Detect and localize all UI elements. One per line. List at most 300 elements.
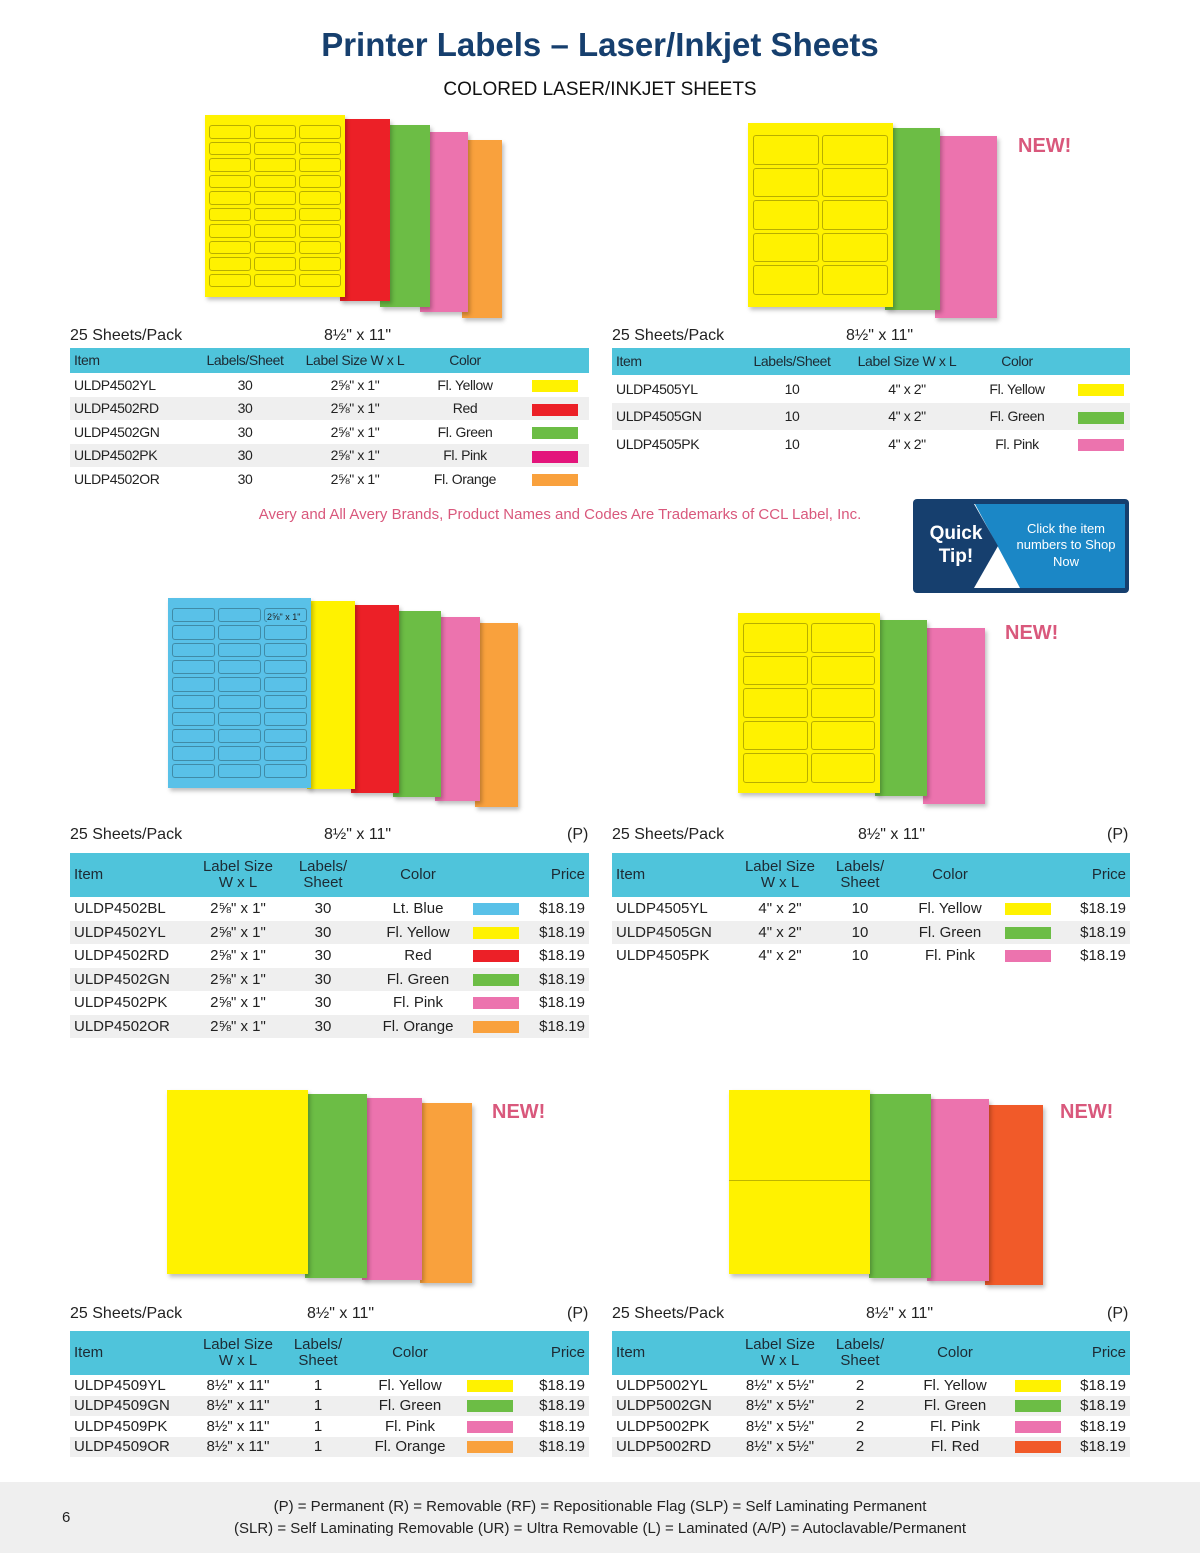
label-cell xyxy=(299,274,341,288)
label-cell xyxy=(172,764,215,778)
item-number-link[interactable]: ULDP4502PK xyxy=(70,444,190,468)
label-cell xyxy=(254,241,296,255)
color-swatch-cell xyxy=(468,921,524,945)
product-table-s5 xyxy=(70,1331,589,1457)
label-cell xyxy=(209,175,251,189)
label-cell xyxy=(209,224,251,238)
price-cell: $18.19 xyxy=(1080,1417,1126,1435)
table-cell: 1 xyxy=(313,1376,323,1394)
label-cell xyxy=(209,125,251,139)
table-cell: Fl. Yellow xyxy=(368,921,468,945)
table-cell: 30 xyxy=(314,900,332,918)
column-header: Color xyxy=(900,1331,1010,1375)
table-cell: 8½" x 11" xyxy=(198,1437,278,1458)
item-number-link[interactable]: ULDP4505YL xyxy=(616,900,708,918)
table-cell: Fl. Pink xyxy=(384,1417,435,1435)
table-cell: 10 xyxy=(784,380,800,397)
price-cell: $18.19 xyxy=(1066,1437,1130,1458)
label-cell xyxy=(753,168,819,198)
sheet-size-label: 2⅝" x 1" xyxy=(267,612,301,622)
color-swatch xyxy=(1078,439,1124,451)
product-image-4505-top xyxy=(745,118,1005,323)
color-swatch xyxy=(532,474,578,486)
label-grid xyxy=(743,623,875,783)
table-cell: 30 xyxy=(237,376,253,393)
price-cell: $18.19 xyxy=(539,1417,585,1435)
product-image-4502 xyxy=(200,112,510,327)
color-swatch xyxy=(473,950,519,962)
shop-now-text: Click the item numbers to Shop Now xyxy=(1016,521,1116,569)
column-header: Item xyxy=(612,348,732,375)
label-cell xyxy=(218,712,261,726)
table-cell: Fl. Pink xyxy=(924,947,975,965)
column-header: Color xyxy=(368,853,468,897)
price-cell: $18.19 xyxy=(524,1015,589,1039)
table-row xyxy=(70,968,589,992)
table-cell: 4" x 2" xyxy=(758,947,802,965)
table-row xyxy=(70,397,589,421)
table-cell: 2⅝" x 1" xyxy=(300,397,410,421)
pack-size-s3: 25 Sheets/Pack xyxy=(70,826,183,843)
label-cell xyxy=(218,677,261,691)
color-swatch-cell xyxy=(1072,430,1130,458)
table-cell: 30 xyxy=(237,470,253,487)
sheet-size-s6: 8½" x 11" xyxy=(866,1305,934,1322)
label-cell xyxy=(753,135,819,165)
pack-size-s4: 25 Sheets/Pack xyxy=(612,826,725,843)
column-header: Label Size W x L xyxy=(300,348,410,373)
adhesive-code-s5: (P) xyxy=(567,1305,589,1322)
sheet-size-s1: 8½" x 11" xyxy=(324,327,392,344)
table-row xyxy=(70,921,589,945)
table-header-row xyxy=(70,1331,589,1375)
item-number-link[interactable]: ULDP4509PK xyxy=(74,1417,168,1435)
footer-bar xyxy=(0,1482,1200,1553)
color-swatch-cell xyxy=(520,420,589,444)
column-header: Label Size W x L xyxy=(852,348,962,375)
new-badge-s6: NEW! xyxy=(1060,1101,1114,1123)
column-header: Color xyxy=(900,853,1000,897)
label-cell xyxy=(254,257,296,271)
color-swatch-cell xyxy=(1072,375,1130,403)
label-cell xyxy=(299,208,341,222)
label-cell xyxy=(264,746,307,760)
table-row xyxy=(612,921,1130,945)
label-cell xyxy=(811,721,876,751)
label-cell xyxy=(264,764,307,778)
label-cell xyxy=(822,265,888,295)
table-cell: Fl. Pink xyxy=(410,444,520,468)
table-row xyxy=(70,1015,589,1039)
label-grid xyxy=(209,125,341,287)
table-cell: Fl. Green xyxy=(368,968,468,992)
table-row xyxy=(70,420,589,444)
table-cell: Fl. Yellow xyxy=(923,1376,987,1394)
label-cell xyxy=(254,175,296,189)
sheet-size-s4: 8½" x 11" xyxy=(858,826,926,843)
table-row xyxy=(612,375,1130,403)
column-header: Color xyxy=(962,348,1072,375)
color-swatch-cell xyxy=(462,1437,518,1458)
label-cell xyxy=(811,688,876,718)
label-cell xyxy=(743,688,808,718)
table-cell: 8½" x 11" xyxy=(198,1396,278,1417)
price-cell: $18.19 xyxy=(1066,1396,1130,1417)
table-header-row xyxy=(612,853,1130,897)
item-number-link[interactable]: ULDP4505GN xyxy=(612,921,740,945)
label-cell xyxy=(218,660,261,674)
item-number-link[interactable]: ULDP5002GN xyxy=(612,1396,740,1417)
table-cell: 1 xyxy=(313,1417,323,1435)
table-header-row xyxy=(70,853,589,897)
product-table-s6 xyxy=(612,1331,1130,1457)
product-table-s2 xyxy=(612,348,1130,458)
label-cell xyxy=(172,625,215,639)
table-cell: 30 xyxy=(237,423,253,440)
quick-tip-banner[interactable] xyxy=(913,499,1129,593)
color-swatch-cell xyxy=(1000,897,1056,921)
color-swatch xyxy=(1015,1421,1061,1433)
label-cell xyxy=(254,158,296,172)
price-cell: $18.19 xyxy=(1080,900,1126,918)
column-header: Label Size W x L xyxy=(740,853,820,897)
color-swatch xyxy=(1015,1380,1061,1392)
price-cell: $18.19 xyxy=(518,1437,589,1458)
label-grid xyxy=(753,135,888,295)
label-cell xyxy=(254,191,296,205)
price-cell: $18.19 xyxy=(524,968,589,992)
label-cell xyxy=(254,224,296,238)
label-cell xyxy=(264,712,307,726)
table-cell: 2⅝" x 1" xyxy=(198,968,278,992)
table-row xyxy=(612,944,1130,968)
table-row xyxy=(70,467,589,491)
price-cell: $18.19 xyxy=(539,1376,585,1394)
label-cell xyxy=(172,660,215,674)
item-number-link[interactable]: ULDP4509OR xyxy=(70,1437,198,1458)
item-number-link[interactable]: ULDP4509YL xyxy=(74,1376,166,1394)
column-header: Color xyxy=(358,1331,462,1375)
color-swatch xyxy=(467,1441,513,1453)
sheet-size-s5: 8½" x 11" xyxy=(307,1305,375,1322)
label-cell xyxy=(264,695,307,709)
item-number-link[interactable]: ULDP4505YL xyxy=(616,380,698,397)
color-swatch xyxy=(532,380,578,392)
label-grid xyxy=(172,608,307,778)
column-header: Price xyxy=(518,1331,589,1375)
column-header: Labels/Sheet xyxy=(190,348,300,373)
table-cell: 8½" x 5½" xyxy=(740,1437,820,1458)
table-row xyxy=(70,444,589,468)
page-subtitle: COLORED LASER/INKJET SHEETS xyxy=(443,79,757,100)
color-swatch-cell xyxy=(468,897,524,921)
product-image-5002 xyxy=(727,1088,1047,1288)
column-header: Item xyxy=(70,348,190,373)
label-cell xyxy=(299,175,341,189)
item-number-link[interactable]: ULDP5002RD xyxy=(612,1437,740,1458)
table-cell: 10 xyxy=(732,403,852,431)
price-cell: $18.19 xyxy=(1056,921,1130,945)
label-cell xyxy=(753,233,819,263)
column-header: Price xyxy=(1056,853,1130,897)
adhesive-code-s4: (P) xyxy=(1107,826,1129,843)
table-cell: 10 xyxy=(851,900,869,918)
color-swatch-cell xyxy=(1010,1375,1066,1396)
label-cell xyxy=(743,753,808,783)
price-cell: $18.19 xyxy=(1080,1376,1126,1394)
item-number-link[interactable]: ULDP4502BL xyxy=(74,900,166,918)
column-header: Price xyxy=(1066,1331,1130,1375)
table-cell: Fl. Pink xyxy=(995,435,1039,452)
label-cell xyxy=(299,257,341,271)
color-swatch xyxy=(473,1021,519,1033)
label-cell xyxy=(264,660,307,674)
product-image-4505 xyxy=(735,610,995,810)
table-cell: 4" x 2" xyxy=(888,380,926,397)
label-cell xyxy=(743,721,808,751)
item-number-link[interactable]: ULDP4502PK xyxy=(74,994,168,1012)
table-cell: Fl. Orange xyxy=(358,1437,462,1458)
new-badge-s2: NEW! xyxy=(1018,135,1072,157)
item-number-link[interactable]: ULDP4502OR xyxy=(70,1015,198,1039)
price-cell: $18.19 xyxy=(518,1396,589,1417)
label-cell xyxy=(264,729,307,743)
table-cell: 2 xyxy=(855,1417,865,1435)
table-cell: 30 xyxy=(278,968,368,992)
color-swatch-cell xyxy=(468,944,524,968)
label-cell xyxy=(218,746,261,760)
table-row xyxy=(612,1396,1130,1417)
color-swatch xyxy=(467,1380,513,1392)
column-header: Item xyxy=(70,853,198,897)
color-swatch xyxy=(1015,1400,1061,1412)
item-number-link[interactable]: ULDP4502YL xyxy=(74,376,156,393)
table-cell: Fl. Orange xyxy=(368,1015,468,1039)
color-swatch xyxy=(473,997,519,1009)
pack-size-s2: 25 Sheets/Pack xyxy=(612,327,725,344)
table-row xyxy=(70,1396,589,1417)
table-cell: 2⅝" x 1" xyxy=(198,1015,278,1039)
column-header: Labels/Sheet xyxy=(732,348,852,375)
label-cell xyxy=(822,233,888,263)
label-cell xyxy=(172,729,215,743)
label-cell xyxy=(209,241,251,255)
new-badge-s4: NEW! xyxy=(1005,622,1059,644)
item-number-link[interactable]: ULDP4502RD xyxy=(70,397,190,421)
item-number-link[interactable]: ULDP4505PK xyxy=(616,947,710,965)
color-swatch-cell xyxy=(520,373,589,397)
column-header: Label Size W x L xyxy=(740,1331,820,1375)
table-cell: 8½" x 11" xyxy=(206,1376,270,1394)
color-swatch xyxy=(473,927,519,939)
color-swatch-cell xyxy=(1010,1396,1066,1417)
item-number-link[interactable]: ULDP4505PK xyxy=(616,435,700,452)
label-cell xyxy=(209,257,251,271)
color-swatch xyxy=(532,404,578,416)
table-row xyxy=(612,430,1130,458)
table-cell: 30 xyxy=(314,994,332,1012)
item-number-link[interactable]: ULDP4502GN xyxy=(70,968,198,992)
table-cell: Red xyxy=(410,397,520,421)
label-cell xyxy=(172,695,215,709)
table-cell: 1 xyxy=(278,1437,358,1458)
color-swatch-cell xyxy=(1072,403,1130,431)
table-row xyxy=(70,897,589,921)
item-number-link[interactable]: ULDP4505GN xyxy=(612,403,732,431)
table-header-row xyxy=(612,348,1130,375)
table-cell: Fl. Pink xyxy=(392,994,443,1012)
table-row xyxy=(612,403,1130,431)
table-cell: Red xyxy=(404,947,432,965)
table-cell: 2⅝" x 1" xyxy=(198,921,278,945)
color-swatch-cell xyxy=(520,397,589,421)
table-cell: 4" x 2" xyxy=(740,921,820,945)
price-cell: $18.19 xyxy=(524,921,589,945)
column-header: Labels/ Sheet xyxy=(820,1331,900,1375)
column-header: Color xyxy=(410,348,520,373)
item-number-link[interactable]: ULDP5002YL xyxy=(616,1376,708,1394)
table-cell: Fl. Yellow xyxy=(378,1376,442,1394)
color-swatch-cell xyxy=(1010,1416,1066,1437)
table-cell: 2⅝" x 1" xyxy=(300,444,410,468)
page-number: 6 xyxy=(62,1509,71,1526)
label-cell xyxy=(822,168,888,198)
color-swatch-cell xyxy=(468,991,524,1015)
table-header-row xyxy=(612,1331,1130,1375)
label-cell xyxy=(218,643,261,657)
column-header: Label Size W x L xyxy=(198,853,278,897)
item-number-link[interactable]: ULDP4502RD xyxy=(74,947,170,965)
label-cell xyxy=(254,274,296,288)
item-number-link[interactable]: ULDP4509GN xyxy=(70,1396,198,1417)
table-cell: 30 xyxy=(314,947,332,965)
column-header: Price xyxy=(524,853,589,897)
table-cell: Fl. Yellow xyxy=(437,376,493,393)
sheet-size-s2: 8½" x 11" xyxy=(846,327,914,344)
label-cell xyxy=(172,746,215,760)
table-cell: 4" x 2" xyxy=(888,435,926,452)
label-cell xyxy=(254,125,296,139)
label-cell xyxy=(822,200,888,230)
color-swatch xyxy=(1078,384,1124,396)
color-swatch-cell xyxy=(462,1416,518,1437)
table-cell: 8½" x 11" xyxy=(206,1417,270,1435)
trademark-notice: Avery and All Avery Brands, Product Names and Codes Are Trademarks of CCL Label, Inc. xyxy=(258,506,862,523)
table-cell: Fl. Green xyxy=(358,1396,462,1417)
price-cell: $18.19 xyxy=(539,900,585,918)
product-table-s3 xyxy=(70,853,589,1038)
swatch-header xyxy=(1072,348,1130,375)
swatch-header xyxy=(1000,853,1056,897)
table-cell: 4" x 2" xyxy=(758,900,802,918)
table-row xyxy=(70,991,589,1015)
table-cell: Fl. Green xyxy=(437,423,493,440)
table-cell: 2⅝" x 1" xyxy=(330,376,380,393)
table-cell: 2 xyxy=(855,1376,865,1394)
color-swatch-cell xyxy=(462,1375,518,1396)
label-cell xyxy=(299,241,341,255)
column-header: Item xyxy=(612,1331,740,1375)
table-cell: 8½" x 5½" xyxy=(740,1396,820,1417)
table-cell: 30 xyxy=(278,921,368,945)
table-cell: 8½" x 5½" xyxy=(745,1417,815,1435)
table-row xyxy=(70,944,589,968)
product-table-s4 xyxy=(612,853,1130,968)
label-cell xyxy=(264,643,307,657)
table-cell: Fl. Red xyxy=(900,1437,1010,1458)
color-swatch-cell xyxy=(520,467,589,491)
column-header: Labels/ Sheet xyxy=(820,853,900,897)
label-cell xyxy=(218,608,261,622)
label-cell xyxy=(753,200,819,230)
adhesive-legend-line1: (P) = Permanent (R) = Removable (RF) = Repositionable Flag (SLP) = Self Laminating Permanent xyxy=(273,1498,927,1515)
item-number-link[interactable]: ULDP4502GN xyxy=(74,423,160,440)
quick-tip-label: Quick Tip! xyxy=(929,523,983,567)
table-cell: 2 xyxy=(820,1437,900,1458)
color-swatch xyxy=(1015,1441,1061,1453)
label-cell xyxy=(209,191,251,205)
label-cell xyxy=(218,729,261,743)
label-cell xyxy=(299,224,341,238)
item-number-link[interactable]: ULDP4502YL xyxy=(70,921,198,945)
color-swatch-cell xyxy=(468,1015,524,1039)
table-cell: 30 xyxy=(190,444,300,468)
label-cell xyxy=(299,142,341,156)
table-cell: 1 xyxy=(278,1396,358,1417)
table-cell: Fl. Pink xyxy=(929,1417,980,1435)
color-swatch-cell xyxy=(1000,921,1056,945)
table-cell: Fl. Orange xyxy=(433,470,497,487)
table-cell: 8½" x 5½" xyxy=(745,1376,815,1394)
label-cell xyxy=(218,764,261,778)
item-number-link[interactable]: ULDP5002PK xyxy=(616,1417,710,1435)
price-cell: $18.19 xyxy=(539,994,585,1012)
table-cell: 2⅝" x 1" xyxy=(330,470,380,487)
table-row xyxy=(612,897,1130,921)
table-row xyxy=(612,1375,1130,1396)
table-cell: 2 xyxy=(820,1396,900,1417)
color-swatch xyxy=(473,903,519,915)
table-cell: 2⅝" x 1" xyxy=(210,900,266,918)
table-cell: 2⅝" x 1" xyxy=(210,947,266,965)
item-number-link[interactable]: ULDP4502OR xyxy=(74,470,160,487)
label-cell xyxy=(753,265,819,295)
column-header: Label Size W x L xyxy=(198,1331,278,1375)
table-cell: Fl. Yellow xyxy=(918,900,982,918)
page-title: Printer Labels – Laser/Inkjet Sheets xyxy=(321,26,879,63)
table-cell: 4" x 2" xyxy=(852,403,962,431)
table-cell: Lt. Blue xyxy=(392,900,444,918)
product-image-4502-colors xyxy=(165,595,525,815)
table-cell: Fl. Green xyxy=(900,1396,1010,1417)
swatch-header xyxy=(1010,1331,1066,1375)
color-swatch xyxy=(1005,927,1051,939)
table-cell: Fl. Green xyxy=(962,403,1072,431)
label-cell xyxy=(254,208,296,222)
color-swatch-cell xyxy=(468,968,524,992)
label-cell xyxy=(264,677,307,691)
label-cell xyxy=(172,608,215,622)
label-cell xyxy=(172,643,215,657)
swatch-header xyxy=(462,1331,518,1375)
product-image-4509 xyxy=(165,1088,480,1288)
color-swatch-cell xyxy=(520,444,589,468)
table-cell: Fl. Green xyxy=(900,921,1000,945)
new-badge-s5: NEW! xyxy=(492,1101,546,1123)
color-swatch-cell xyxy=(1000,944,1056,968)
label-grid xyxy=(729,1180,870,1182)
swatch-header xyxy=(468,853,524,897)
